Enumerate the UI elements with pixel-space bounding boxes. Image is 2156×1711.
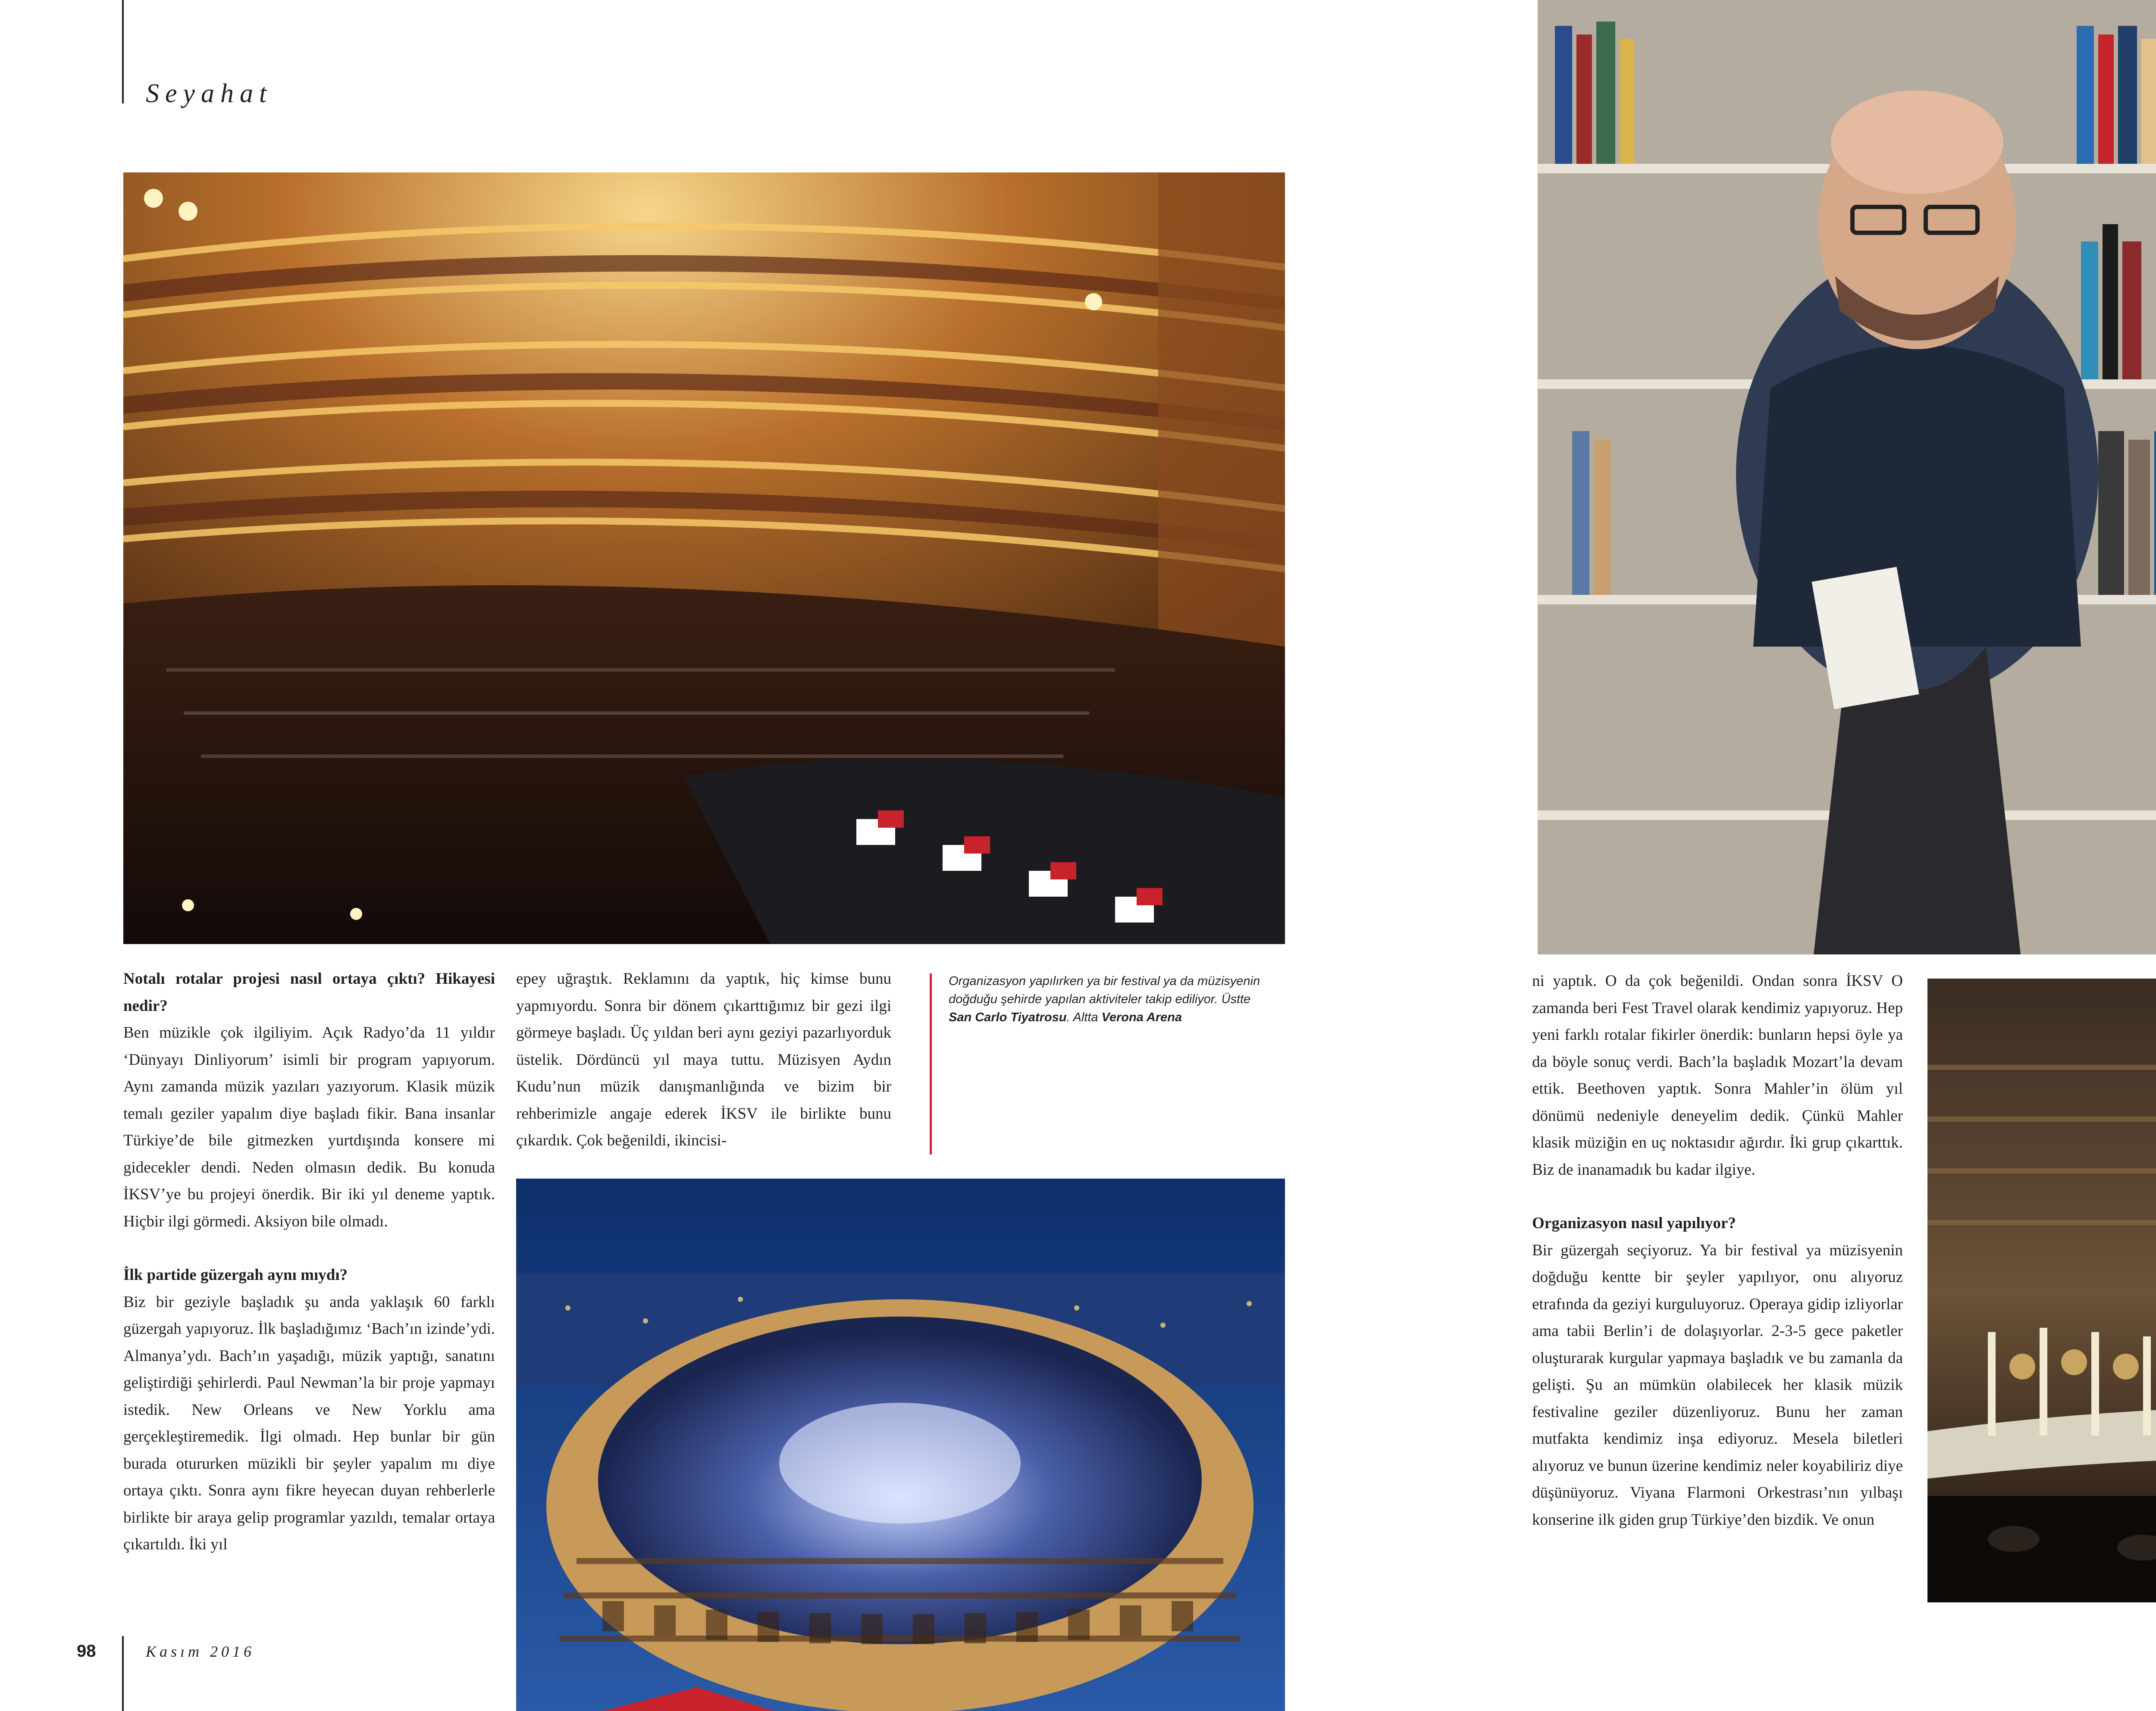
heading-notali-rotalar: Notalı rotalar projesi nasıl ortaya çıktı? Hikayesi nedir? bbox=[123, 970, 495, 1015]
paragraph: Bir güzergah seçiyoruz. Ya bir festival ya müzisyenin doğduğu kentte bir şeyler yapılıyor, onu alıyoruz etrafında da geziyi kurguluyoruz. Operaya gidip izliyorlar ama tabii Berlin’i de dolaşıyorlar. 2-3-5 gece paketler oluşturarak kurgular yapmaya başladık ve bu zamanla da gelişti. Şu an mümkün olabilecek her klasik müzik festivaline geziler düzenliyoruz. Bunu her zaman mutfakta kendimiz inşa ediyoruz. Mesela biletleri alıyoruz ve bunun üzerine kendimiz neler koyabiliriz diye düşünüyoruz. Viyana Flarmoni Orkestrası’nın yılbaşı konserine ilk giden grup Türkiye’den bizdik. Ve onun bbox=[1532, 1241, 1903, 1529]
caption-text: Organizasyon yapılırken ya bir festival ya da müzisyenin doğduğu şehirde yapılan aktiviteler takip ediliyor. Üstte bbox=[949, 974, 1260, 1006]
left-photo-caption bbox=[949, 972, 1272, 1026]
caption-accent-bar bbox=[930, 973, 932, 1154]
verona-arena-photo bbox=[516, 1179, 1285, 1711]
footer-rule-left bbox=[122, 1636, 124, 1711]
zekeriya-sen-portrait-photo bbox=[1538, 0, 2156, 954]
caption-bold: Verona Arena bbox=[1101, 1010, 1182, 1024]
spacer bbox=[1532, 1183, 1903, 1210]
left-column-1 bbox=[123, 966, 495, 1586]
right-column-1 bbox=[1532, 968, 1903, 1614]
page-number-left: 98 bbox=[77, 1642, 96, 1661]
san-carlo-theatre-photo bbox=[123, 172, 1285, 944]
paragraph: Ben müzikle çok ilgiliyim. Açık Radyo’da 11 yıldır ‘Dünyayı Dinliyorum’ isimli bir program yapıyorum. Aynı zamanda müzik yazıları yazıyorum. Klasik müzik temalı geziler yapalım diye başladı fikir. Bana insanlar Türkiye’de bile gitmezken yurtdışında konsere mi gidecekler dendi. Neden olmasın dedik. Bu konuda İKSV’ye bu projeyi önerdik. Bir iki yıl deneme yaptık. Hiçbir ilgi görmedi. Aksiyon bile olmadı. bbox=[123, 1024, 495, 1230]
paragraph: epey uğraştık. Reklamını da yaptık, hiç kimse bunu yapmıyordu. Sonra bir dönem çıkarttığımız bir gezi ilgi görmeye başladı. Üç yıldan beri aynı geziyi pazarlıyorduk üstelik. Dördüncü yıl maya tuttu. Müzisyen Aydın Kudu’nun müzik danışmanlığında ve bizim bir rehberimizle angaje ederek İKSV ile birlikte bunu çıkardık. Çok beğenildi, ikincisi- bbox=[516, 970, 891, 1149]
header-rule bbox=[122, 0, 124, 103]
heading-organizasyon: Organizasyon nasıl yapılıyor? bbox=[1532, 1214, 1736, 1232]
verona-stage-photo bbox=[1927, 979, 2156, 1602]
paragraph: Biz bir geziyle başladık şu anda yaklaşık 60 farklı güzergah yapıyoruz. İlk başladığımız ‘Bach’ın izinde’ydi. Almanya’ydı. Bach’ın yaşadığı, müzik yaptığı, sanatını geliştirdiği şehirlerdi. Paul Newman’la bir proje yapmayı istedik. New Orleans ve New Yorklu ama gerçekleştiremedik. İlgi olmadı. Hep bunlar bir gün burada otururken müzikli bir şeyler yapalım mı diye ortaya çıktı. Sonra aynı fikre heyecan duyan rehberlerle birlikte bir araya gelip programlar yazıldı, temalar ortaya çıkartıldı. İki yıl bbox=[123, 1293, 495, 1553]
caption-text: . Altta bbox=[1066, 1010, 1102, 1024]
left-column-2 bbox=[516, 966, 891, 1160]
caption-bold: San Carlo Tiyatrosu bbox=[949, 1010, 1067, 1024]
heading-ilk-parti: İlk partide güzergah aynı mıydı? bbox=[123, 1266, 348, 1284]
section-title: Seyahat bbox=[146, 79, 273, 108]
paragraph: ni yaptık. O da çok beğenildi. Ondan sonra İKSV O zamanda beri Fest Travel olarak kendimiz yapıyoruz. Hep yeni farklı rotalar fikirler önerdik: bunların hepsi öyle ya da böyle sonuç verdi. Bach’la başladık Mozart’la devam ettik. Beethoven yaptık. Sonra Mahler’in ölüm yıl dönümü nedeniyle deneyelim dedik. Çünkü Mahler klasik müziğin en uç noktasıdır ağırdır. İki grup çıkarttık. Biz de inanamadık bu kadar ilgiye. bbox=[1532, 972, 1903, 1179]
issue-date-left: Kasım 2016 bbox=[146, 1643, 255, 1660]
spacer bbox=[123, 1235, 495, 1262]
